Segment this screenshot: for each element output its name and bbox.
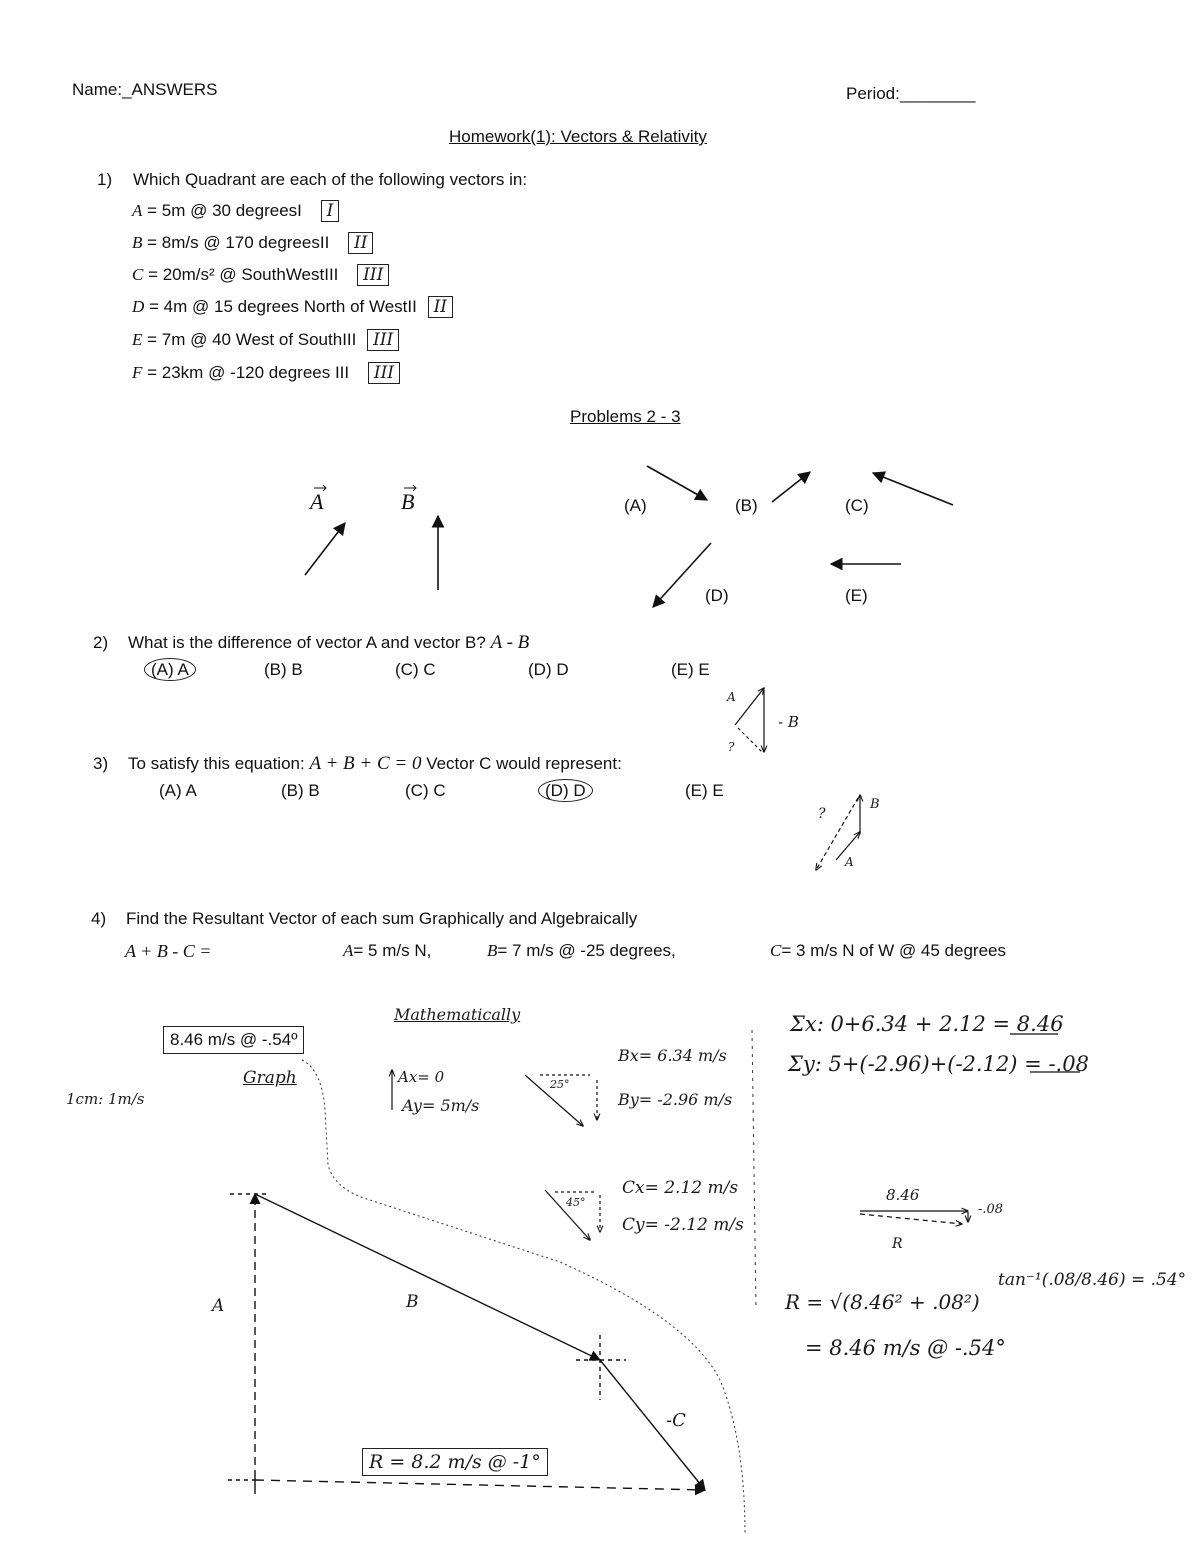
b-angle: 25° [550,1078,570,1091]
vector-symbol: A [132,201,143,220]
circled-answer: (D) D [538,779,593,802]
option-a-label: (A) [624,496,647,515]
c-angle: 45° [566,1196,586,1209]
figure-label-a: A [310,489,324,514]
triangle-y: -.08 [978,1202,1004,1217]
graph-vector-a: A [212,1296,225,1316]
q3-sketch [816,795,860,870]
q1-item-text: = 4m @ 15 degrees North of WestII [149,297,417,316]
q3-prompt: To satisfy this equation: [128,754,305,773]
graph-result-box: R = 8.2 m/s @ -1° [362,1448,548,1476]
option-c-label: (C) [845,496,869,515]
problems-header: Problems 2 - 3 [570,407,681,426]
divider-curve [302,1060,745,1535]
sum-underlines [1010,1034,1080,1072]
q4-expression: A + B - C = [125,941,212,961]
period-field: Period:________ [846,84,976,103]
r-formula: R = √(8.46² + .08²) [785,1290,980,1314]
vector-symbol: B [487,941,498,960]
option-b-label: (B) [735,496,758,515]
q2-prompt: What is the difference of vector A and vector B? [128,633,486,652]
vector-symbol: F [132,363,143,382]
q1-item-text: = 20m/s² @ SouthWestIII [148,265,339,284]
triangle-r: R [892,1236,903,1252]
q2-sketch-q: ? [728,740,735,754]
divider-line [752,1030,756,1310]
q2-sketch [735,688,764,752]
bx-value: Bx= 6.34 m/s [618,1046,727,1065]
q3-equation: A + B + C = 0 [309,753,422,774]
graph-vectors [228,1194,705,1494]
q1-item-text: = 8m/s @ 170 degreesII [147,233,330,252]
q3-choice-c: (C) C [405,781,446,800]
triangle-x: 8.46 [886,1186,920,1204]
q3-number: 3) [93,754,109,773]
q3-sketch-a: A [845,855,854,869]
vector-symbol: B [132,233,143,252]
q3-sketch-q: ? [818,806,826,822]
q2-choice-b: (B) B [264,660,303,679]
by-value: By= -2.96 m/s [618,1090,733,1109]
q3-choice-b: (B) B [281,781,320,800]
q2-expression: A - B [490,632,530,653]
q1-answer: II [428,296,453,318]
scale-label: 1cm: 1m/s [66,1090,145,1108]
q2-choice-e: (E) E [671,660,710,679]
q1-item-text: = 23km @ -120 degrees III [147,363,350,382]
given-value: = 7 m/s @ -25 degrees, [497,941,676,960]
q3-choice-e: (E) E [685,781,724,800]
vector-symbol: E [132,330,143,349]
graph-label: Graph [243,1068,297,1088]
q4-number: 4) [91,909,107,928]
q2-sketch-a: A [727,690,736,704]
q2-choice-d: (D) D [528,660,569,679]
component-sketches [392,1070,600,1240]
q3-suffix: Vector C would represent: [426,754,622,773]
option-a-arrow [647,466,707,500]
q3-sketch-b: B [870,797,880,812]
vector-symbol: A [343,941,354,960]
q1-answer: I [321,200,340,222]
vector-symbol: D [132,297,145,316]
figure-label-b: B [401,489,415,514]
sum-y: Σy: 5+(-2.96)+(-2.12) = -.08 [788,1052,1089,1076]
given-value: = 3 m/s N of W @ 45 degrees [781,941,1006,960]
vector-a-arrow [305,523,345,575]
resultant-triangle [860,1211,968,1224]
tan-calculation: tan⁻¹(.08/8.46) = .54° [998,1270,1187,1290]
graph-vector-b: B [406,1292,419,1312]
vector-symbol: C [770,941,782,960]
q2-sketch-b: - B [778,713,799,731]
q1-item-text: = 5m @ 30 degreesI [147,201,302,220]
q1-answer: III [367,329,399,351]
q2-number: 2) [93,633,109,652]
q1-answer: II [348,232,373,254]
q1-answer: III [368,362,400,384]
name-field: Name:_ANSWERS [72,80,218,99]
q2-choice-c: (C) C [395,660,436,679]
q1-number: 1) [97,170,113,189]
q1-prompt: Which Quadrant are each of the following vectors in: [133,170,528,189]
vector-symbol: C [132,265,144,284]
cx-value: Cx= 2.12 m/s [622,1178,739,1198]
option-c-arrow [873,473,953,505]
option-e-label: (E) [845,586,868,605]
q1-answer: III [357,264,389,286]
option-d-arrow [653,543,711,607]
q3-choice-a: (A) A [159,781,197,800]
ax-value: Ax= 0 [398,1068,445,1086]
ay-value: Ay= 5m/s [402,1096,480,1115]
vector-arrow-marks [314,485,416,491]
graph-vector-c: -C [666,1410,686,1431]
given-value: = 5 m/s N, [353,941,432,960]
q4-prompt: Find the Resultant Vector of each sum Graphically and Algebraically [126,909,638,928]
circled-answer: (A) A [144,658,196,681]
page-title: Homework(1): Vectors & Relativity [449,127,707,146]
answer-box: 8.46 m/s @ -.54º [163,1026,304,1054]
q1-item-text: = 7m @ 40 West of SouthIII [147,330,357,349]
sum-x: Σx: 0+6.34 + 2.12 = 8.46 [790,1012,1064,1036]
mathematically-label: Mathematically [394,1005,521,1024]
option-b-arrow [772,472,810,502]
cy-value: Cy= -2.12 m/s [622,1215,744,1235]
r-result: = 8.46 m/s @ -.54° [805,1336,1006,1360]
option-d-label: (D) [705,586,729,605]
